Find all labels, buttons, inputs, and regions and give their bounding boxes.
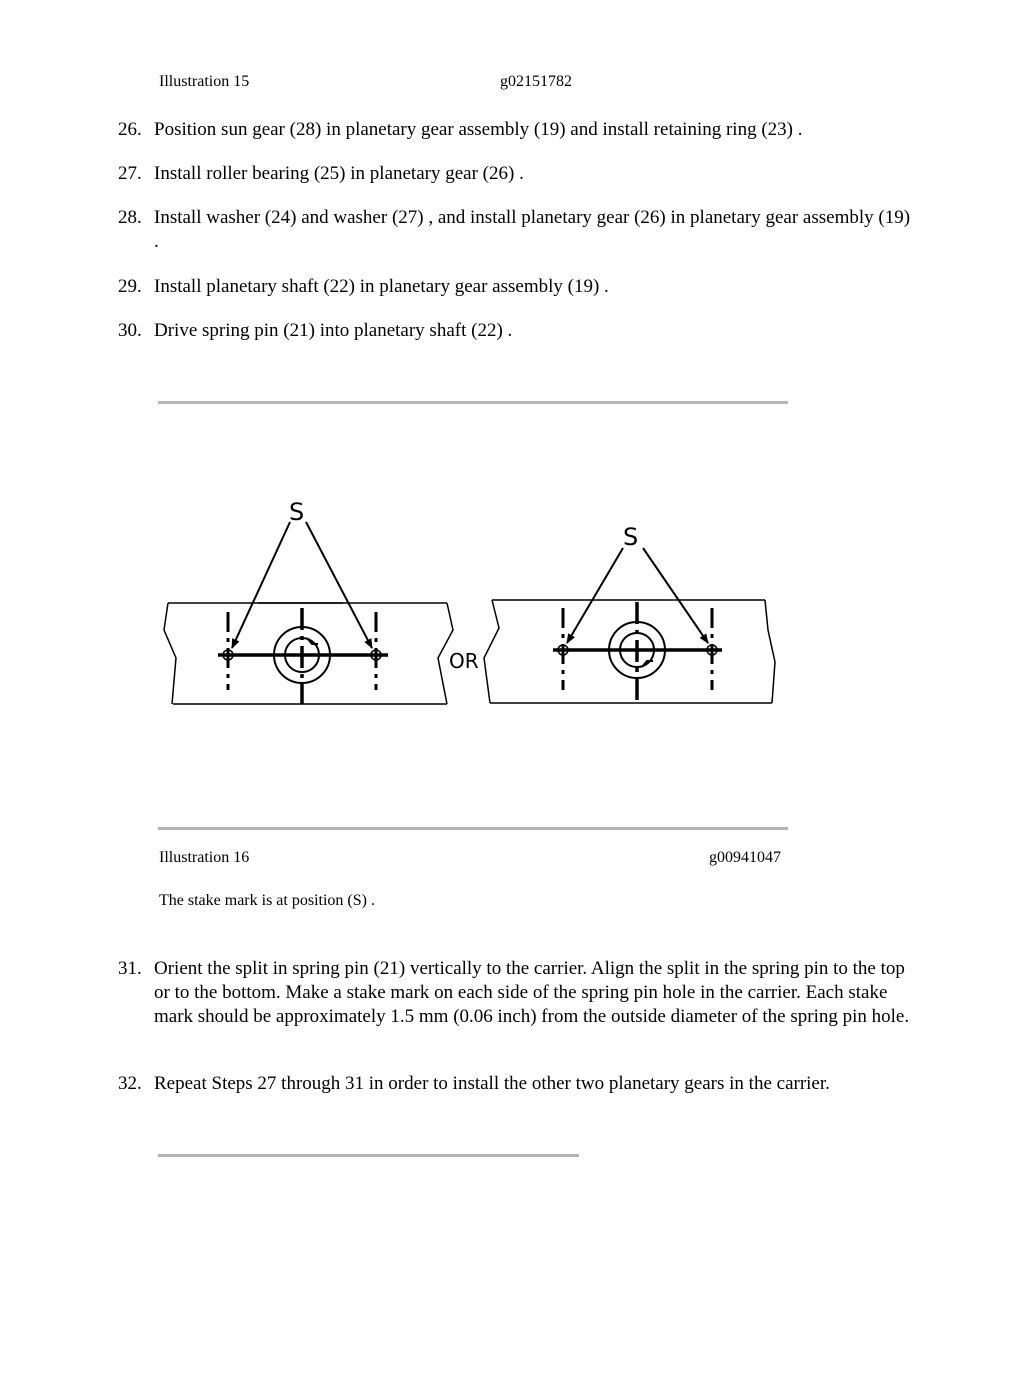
figure-top-divider bbox=[158, 401, 788, 404]
position-s-label: S bbox=[289, 498, 305, 526]
step-text: Install washer (24) and washer (27) , and install planetary gear (26) in planetary gear assembly (19) . bbox=[154, 207, 911, 252]
step-text: Repeat Steps 27 through 31 in order to install the other two planetary gears in the carrier. bbox=[154, 1073, 830, 1094]
step-number: 27. bbox=[118, 163, 142, 184]
break-line-left bbox=[484, 600, 499, 703]
or-label: OR bbox=[449, 649, 479, 673]
step-text: Drive spring pin (21) into planetary shaft (22) . bbox=[154, 320, 513, 341]
arrow-left bbox=[567, 548, 623, 643]
step-text: Position sun gear (28) in planetary gear assembly (19) and install retaining ring (23) . bbox=[154, 119, 803, 140]
illustration-16-label: Illustration 16 bbox=[159, 849, 250, 866]
position-s-label: S bbox=[623, 523, 639, 551]
left-carrier-view bbox=[164, 522, 453, 704]
step-number: 30. bbox=[118, 320, 142, 341]
step-number: 26. bbox=[118, 119, 142, 140]
break-line-left bbox=[164, 603, 176, 704]
illustration-16-code: g00941047 bbox=[709, 849, 781, 866]
section-end-divider bbox=[158, 1154, 579, 1157]
arrow-right bbox=[643, 548, 708, 643]
illustration-16-caption: The stake mark is at position (S) . bbox=[159, 892, 375, 909]
step-number: 28. bbox=[118, 207, 142, 228]
figure-bottom-divider bbox=[158, 827, 788, 830]
right-carrier-view bbox=[484, 548, 775, 703]
step-text: Install roller bearing (25) in planetary gear (26) . bbox=[154, 163, 524, 184]
step-text: Orient the split in spring pin (21) vertically to the carrier. Align the split in the spring pin to the top or to the bottom. Make a stake mark on each side of the spring pin hole in the carrier. Each stake mark should be approximately 1.5 mm (0.06 inch) from the outside diameter of the spring pin hole. bbox=[154, 958, 910, 1027]
stake-mark-diagram bbox=[150, 480, 800, 720]
illustration-15-label: Illustration 15 bbox=[159, 73, 250, 90]
illustration-15-code: g02151782 bbox=[500, 73, 572, 90]
step-number: 32. bbox=[118, 1073, 142, 1094]
arrow-left bbox=[232, 522, 290, 648]
step-number: 31. bbox=[118, 958, 142, 979]
break-line-right bbox=[765, 600, 775, 703]
step-text: Install planetary shaft (22) in planetary gear assembly (19) . bbox=[154, 276, 609, 297]
step-number: 29. bbox=[118, 276, 142, 297]
arrow-right bbox=[306, 522, 372, 648]
